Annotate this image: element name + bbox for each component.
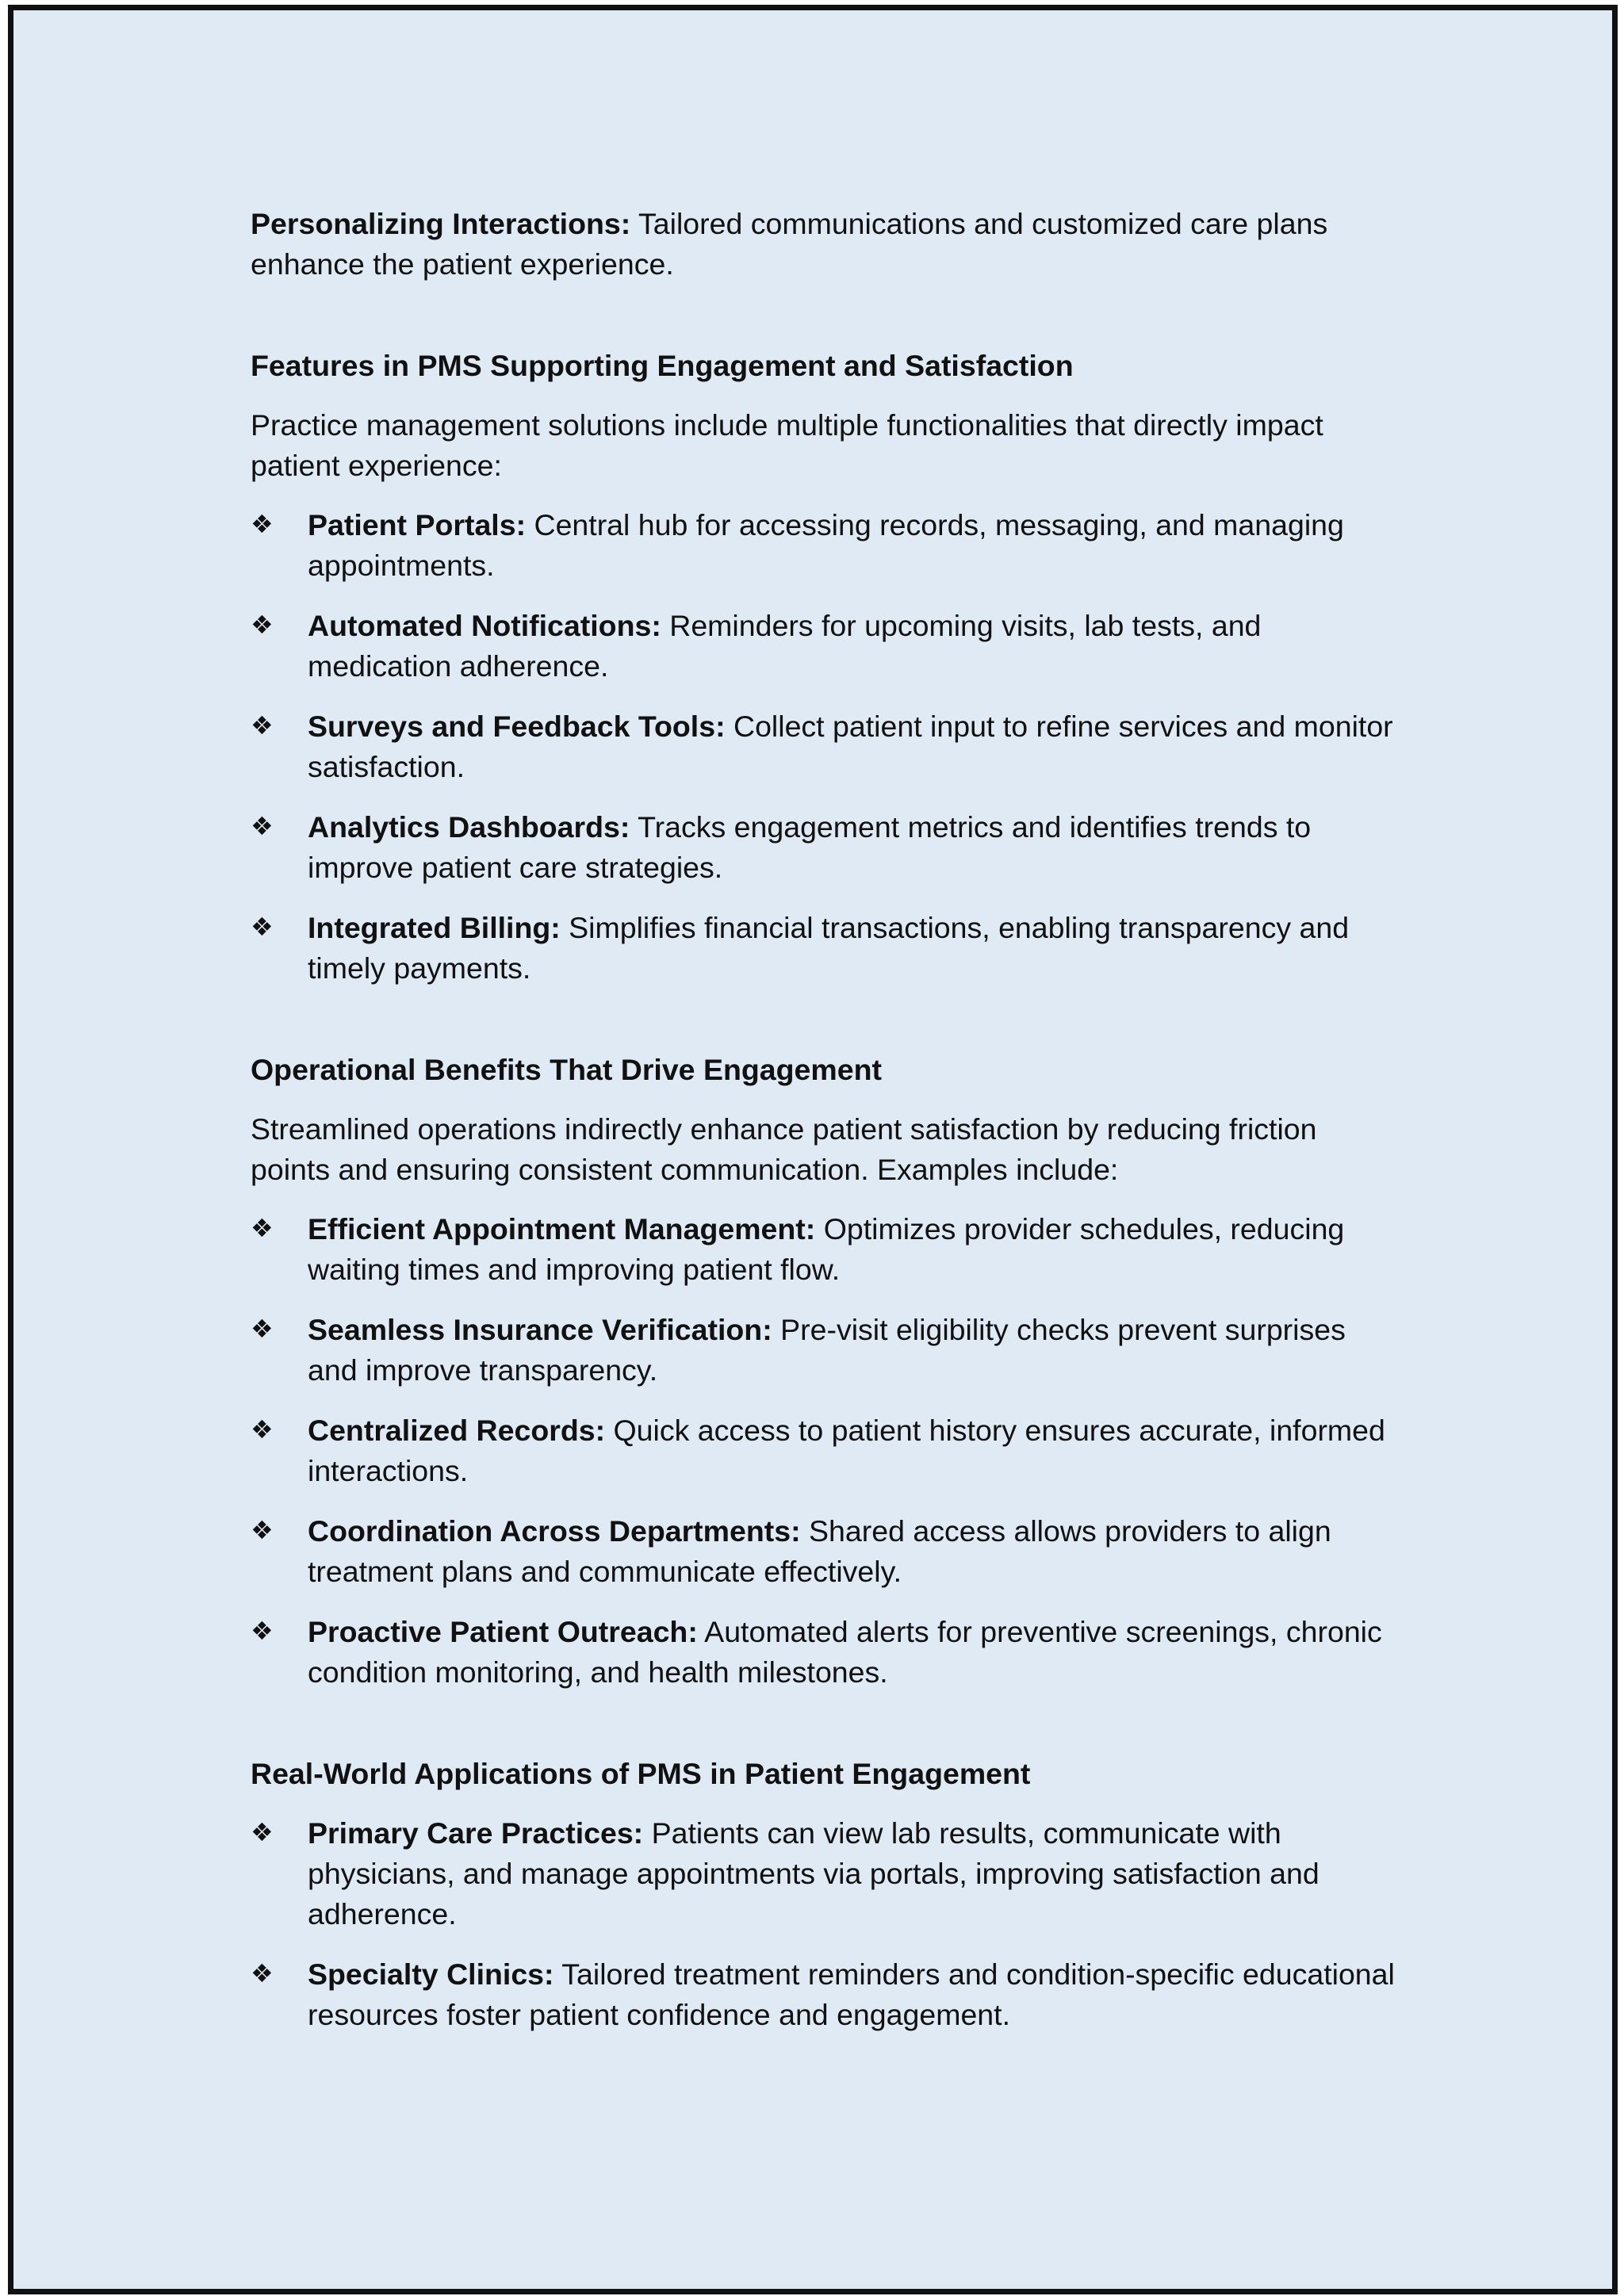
intro-text: Tailored communications and customized care plans enhance the patient experience. xyxy=(251,207,1328,281)
list-item xyxy=(251,1209,1400,1290)
diamond-bullet-icon: ❖ xyxy=(251,509,274,539)
features-list xyxy=(251,505,1400,989)
item-term: Automated Notifications: xyxy=(308,609,661,642)
item-text: Quick access to patient history ensures accurate, informed interactions. xyxy=(308,1414,1385,1487)
list-item xyxy=(251,807,1400,888)
item-text: Collect patient input to refine services and monitor satisfaction. xyxy=(308,710,1393,783)
item-text: Central hub for accessing records, messaging, and managing appointments. xyxy=(308,508,1344,582)
item-term: Surveys and Feedback Tools: xyxy=(308,710,726,743)
item-text: Automated alerts for preventive screenings, chronic condition monitoring, and health milestones. xyxy=(308,1615,1382,1689)
item-text: Pre-visit eligibility checks prevent surprises and improve transparency. xyxy=(308,1313,1346,1387)
list-item xyxy=(251,1310,1400,1391)
item-term: Analytics Dashboards: xyxy=(308,810,630,844)
item-term: Centralized Records: xyxy=(308,1414,606,1447)
diamond-bullet-icon: ❖ xyxy=(251,1213,274,1243)
item-text: Shared access allows providers to align treatment plans and communicate effectively. xyxy=(308,1514,1331,1588)
item-term: Patient Portals: xyxy=(308,508,527,541)
intro-term: Personalizing Interactions: xyxy=(251,207,631,240)
item-term: Coordination Across Departments: xyxy=(308,1514,801,1548)
diamond-bullet-icon: ❖ xyxy=(251,1616,274,1646)
item-text: Tracks engagement metrics and identifies trends to improve patient care strategies. xyxy=(308,810,1312,884)
item-term: Seamless Insurance Verification: xyxy=(308,1313,772,1346)
section-intro-features: Practice management solutions include multiple functionalities that directly impact patient experience: xyxy=(251,408,1323,482)
document-body xyxy=(251,204,1400,2055)
section-heading-features: Features in PMS Supporting Engagement and Satisfaction xyxy=(251,349,1074,382)
item-text: Patients can view lab results, communicate with physicians, and manage appointments via portals, improving satisfaction and adherence. xyxy=(308,1816,1320,1931)
list-item xyxy=(251,606,1400,687)
item-text: Optimizes provider schedules, reducing waiting times and improving patient flow. xyxy=(308,1212,1345,1286)
diamond-bullet-icon: ❖ xyxy=(251,1414,274,1445)
list-item xyxy=(251,1410,1400,1491)
operational-benefits-list xyxy=(251,1209,1400,1693)
diamond-bullet-icon: ❖ xyxy=(251,1515,274,1545)
diamond-bullet-icon: ❖ xyxy=(251,710,274,740)
section-heading-operational-benefits: Operational Benefits That Drive Engagement xyxy=(251,1053,882,1086)
item-text: Tailored treatment reminders and condition-specific educational resources foster patient confidence and engagement. xyxy=(308,1957,1395,2031)
page-frame xyxy=(8,5,1618,2294)
item-term: Specialty Clinics: xyxy=(308,1957,554,1991)
intro-paragraph xyxy=(251,204,1400,285)
item-term: Primary Care Practices: xyxy=(308,1816,644,1850)
item-text: Simplifies financial transactions, enabling transparency and timely payments. xyxy=(308,911,1350,985)
diamond-bullet-icon: ❖ xyxy=(251,610,274,640)
list-item xyxy=(251,1813,1400,1934)
diamond-bullet-icon: ❖ xyxy=(251,1958,274,1988)
list-item xyxy=(251,1511,1400,1592)
item-term: Integrated Billing: xyxy=(308,911,561,944)
list-item xyxy=(251,1954,1400,2035)
diamond-bullet-icon: ❖ xyxy=(251,1817,274,1847)
item-text: Reminders for upcoming visits, lab tests, and medication adherence. xyxy=(308,609,1262,683)
diamond-bullet-icon: ❖ xyxy=(251,912,274,942)
diamond-bullet-icon: ❖ xyxy=(251,811,274,841)
section-intro-operational-benefits: Streamlined operations indirectly enhance patient satisfaction by reducing friction points and ensuring consistent communication. Examples include: xyxy=(251,1112,1317,1186)
list-item xyxy=(251,1612,1400,1693)
diamond-bullet-icon: ❖ xyxy=(251,1314,274,1344)
real-world-applications-list xyxy=(251,1813,1400,2035)
list-item xyxy=(251,706,1400,787)
list-item xyxy=(251,908,1400,989)
list-item xyxy=(251,505,1400,586)
section-heading-real-world-applications: Real-World Applications of PMS in Patient Engagement xyxy=(251,1757,1031,1790)
item-term: Proactive Patient Outreach: xyxy=(308,1615,698,1648)
item-term: Efficient Appointment Management: xyxy=(308,1212,816,1246)
